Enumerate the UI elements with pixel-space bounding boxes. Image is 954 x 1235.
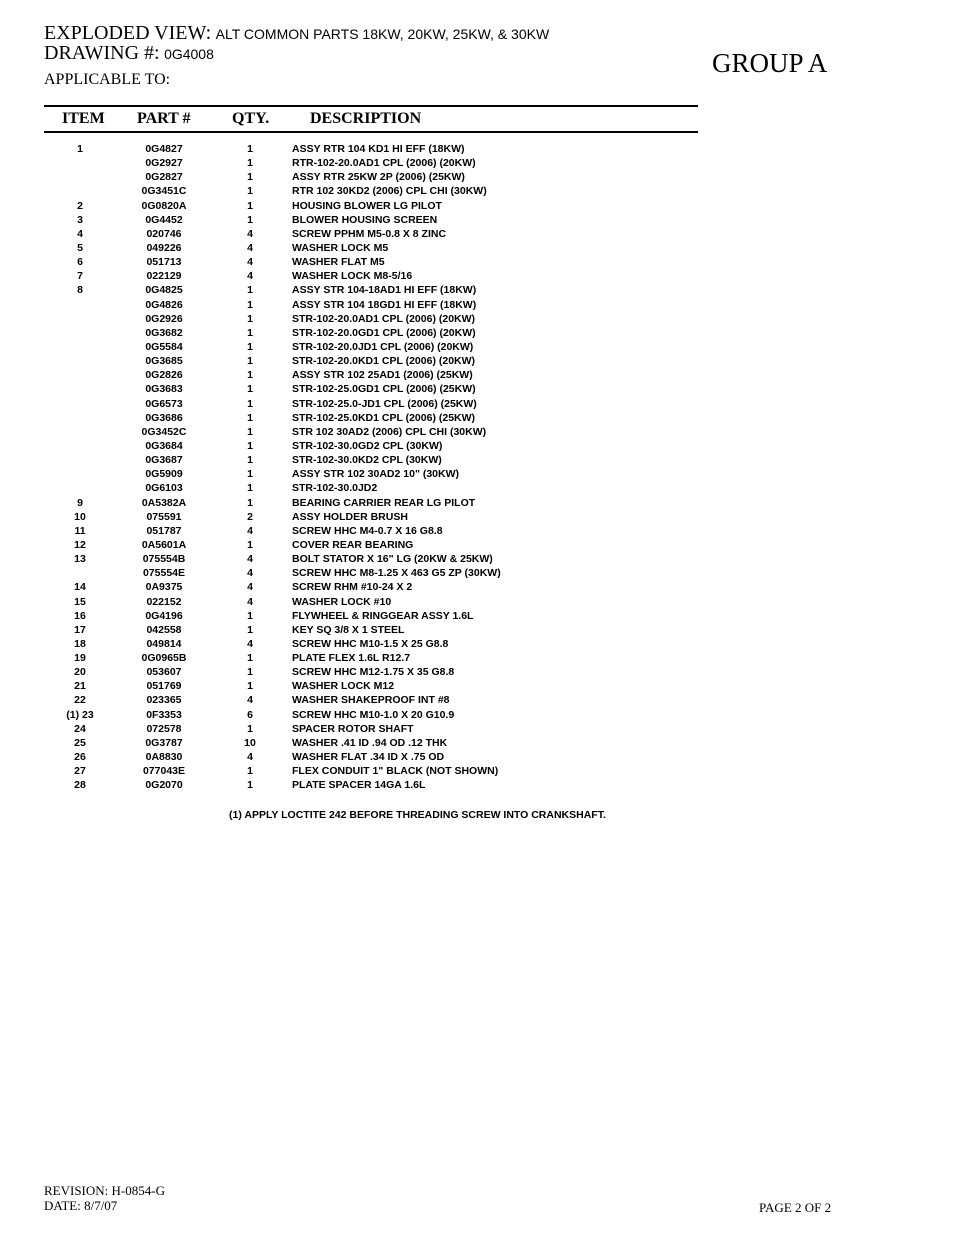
row-description: SPACER ROTOR SHAFT	[292, 722, 414, 735]
row-item: 10	[74, 510, 86, 523]
row-part-number: 075591	[146, 510, 182, 523]
row-quantity: 1	[247, 383, 253, 396]
row-quantity: 1	[247, 538, 253, 551]
row-quantity: 10	[244, 736, 256, 749]
row-item: 14	[74, 581, 86, 594]
row-description: WASHER FLAT M5	[292, 256, 385, 269]
row-part-number: 0G3451C	[141, 185, 187, 198]
date-label: DATE: 8/7/07	[44, 1198, 118, 1213]
table-row	[0, 354, 954, 368]
row-part-number: 0G2827	[145, 171, 183, 184]
row-description: ASSY RTR 25KW 2P (2006) (25KW)	[292, 171, 465, 184]
row-part-number: 0G3683	[145, 383, 183, 396]
row-part-number: 020746	[146, 227, 182, 240]
table-row	[0, 481, 954, 495]
row-description: ASSY HOLDER BRUSH	[292, 510, 408, 523]
table-row	[0, 283, 954, 297]
table-row	[0, 496, 954, 510]
row-quantity: 1	[247, 355, 253, 368]
row-part-number: 049814	[146, 637, 182, 650]
table-row	[0, 439, 954, 453]
drawing-number-value: 0G4008	[164, 46, 214, 62]
row-item: 8	[77, 284, 83, 297]
table-row	[0, 382, 954, 396]
row-item: 18	[74, 637, 86, 650]
row-item: 12	[74, 538, 86, 551]
table-row	[0, 566, 954, 580]
row-description: WASHER FLAT .34 ID X .75 OD	[292, 751, 445, 764]
row-quantity: 1	[247, 340, 253, 353]
row-description: WASHER LOCK M12	[292, 680, 395, 693]
row-item: 15	[74, 595, 86, 608]
row-item: 17	[74, 623, 86, 636]
row-quantity: 4	[247, 595, 253, 608]
row-quantity: 1	[247, 496, 253, 509]
row-quantity: 1	[247, 482, 253, 495]
row-part-number: 051769	[146, 680, 182, 693]
row-item: 7	[77, 270, 83, 283]
row-part-number: 0G6573	[145, 397, 183, 410]
row-part-number: 0G4827	[145, 143, 183, 155]
row-item: 3	[77, 213, 83, 226]
row-part-number: 049226	[146, 241, 182, 254]
table-row	[0, 467, 954, 481]
row-quantity: 1	[247, 199, 253, 212]
row-item: 21	[74, 680, 86, 693]
row-part-number: 0G3682	[145, 326, 183, 339]
row-item: 25	[74, 736, 86, 749]
row-quantity: 1	[247, 652, 253, 665]
row-item: 2	[77, 199, 83, 212]
row-quantity: 4	[247, 751, 253, 764]
row-description: COVER REAR BEARING	[292, 538, 414, 551]
row-quantity: 4	[247, 524, 253, 537]
row-description: ASSY STR 102 25AD1 (2006) (25KW)	[292, 369, 473, 382]
row-description: SCREW HHC M4-0.7 X 16 G8.8	[292, 524, 443, 537]
row-description: STR-102-25.0-JD1 CPL (2006) (25KW)	[292, 397, 477, 410]
row-quantity: 4	[247, 553, 253, 566]
table-row	[0, 269, 954, 283]
row-description: STR-102-20.0AD1 CPL (2006) (20KW)	[292, 312, 476, 325]
row-quantity: 1	[247, 439, 253, 452]
row-quantity: 4	[247, 581, 253, 594]
table-row	[0, 764, 954, 778]
row-item: 13	[74, 553, 86, 566]
row-item: 6	[77, 256, 83, 269]
row-description: SCREW HHC M12-1.75 X 35 G8.8	[292, 666, 455, 679]
row-description: WASHER LOCK M5	[292, 241, 389, 254]
row-quantity: 1	[247, 369, 253, 382]
row-part-number: 0G6103	[145, 482, 183, 495]
table-row	[0, 736, 954, 750]
row-description: STR-102-25.0KD1 CPL (2006) (25KW)	[292, 411, 476, 424]
row-description: BLOWER HOUSING SCREEN	[292, 213, 438, 226]
row-description: FLYWHEEL & RINGGEAR ASSY 1.6L	[292, 609, 474, 622]
row-quantity: 1	[247, 397, 253, 410]
table-row	[0, 411, 954, 425]
row-quantity: 1	[247, 185, 253, 198]
column-header-part: PART #	[137, 110, 191, 127]
row-part-number: 075554E	[142, 567, 186, 580]
row-item: 19	[74, 652, 86, 665]
row-description: BOLT STATOR X 16" LG (20KW & 25KW)	[292, 553, 493, 566]
row-quantity: 1	[247, 171, 253, 184]
table-row	[0, 142, 954, 156]
table-rule-top	[44, 105, 698, 107]
table-row	[0, 170, 954, 184]
row-part-number: 0G0820A	[141, 199, 187, 212]
row-part-number: 0G4196	[145, 609, 183, 622]
table-row	[0, 453, 954, 467]
row-part-number: 072578	[146, 722, 182, 735]
table-row	[0, 580, 954, 594]
table-row	[0, 312, 954, 326]
row-quantity: 1	[247, 722, 253, 735]
row-part-number: 0G3787	[145, 736, 183, 749]
row-quantity: 1	[247, 765, 253, 778]
row-quantity: 4	[247, 241, 253, 254]
row-part-number: 0A5382A	[141, 496, 187, 509]
row-part-number: 0G2070	[145, 779, 183, 792]
row-part-number: 0G5584	[145, 340, 183, 353]
table-row	[0, 722, 954, 736]
row-quantity: 1	[247, 454, 253, 467]
table-row	[0, 552, 954, 566]
row-description: SCREW HHC M10-1.0 X 20 G10.9	[292, 708, 455, 721]
row-quantity: 1	[247, 623, 253, 636]
revision-label: REVISION: H-0854-G	[44, 1183, 165, 1198]
row-quantity: 4	[247, 567, 253, 580]
row-description: BEARING CARRIER REAR LG PILOT	[292, 496, 476, 509]
table-row	[0, 651, 954, 665]
row-quantity: 1	[247, 298, 253, 311]
row-description: KEY SQ 3/8 X 1 STEEL	[292, 623, 405, 636]
row-part-number: 051787	[146, 524, 182, 537]
table-row	[0, 524, 954, 538]
table-row	[0, 778, 954, 792]
applicable-to-label: APPLICABLE TO:	[44, 71, 171, 88]
row-quantity: 1	[247, 425, 253, 438]
table-row	[0, 623, 954, 637]
table-row	[0, 397, 954, 411]
row-part-number: 0A5601A	[141, 538, 187, 551]
row-quantity: 1	[247, 157, 253, 170]
table-row	[0, 255, 954, 269]
table-row	[0, 213, 954, 227]
row-description: SCREW HHC M8-1.25 X 463 G5 ZP (30KW)	[292, 567, 501, 580]
table-row	[0, 298, 954, 312]
row-part-number: 0G3687	[145, 454, 183, 467]
row-description: WASHER LOCK M8-5/16	[292, 270, 413, 283]
table-row	[0, 538, 954, 552]
table-row	[0, 156, 954, 170]
row-item: 27	[74, 765, 86, 778]
row-description: RTR-102-20.0AD1 CPL (2006) (20KW)	[292, 157, 476, 170]
row-quantity: 1	[247, 213, 253, 226]
row-item: 26	[74, 751, 86, 764]
table-row	[0, 665, 954, 679]
row-description: STR-102-25.0GD1 CPL (2006) (25KW)	[292, 383, 476, 396]
row-description: SCREW RHM #10-24 X 2	[292, 581, 413, 594]
row-item: 22	[74, 694, 86, 707]
row-description: ASSY STR 104-18AD1 HI EFF (18KW)	[292, 284, 477, 297]
row-description: WASHER .41 ID .94 OD .12 THK	[292, 736, 448, 749]
row-part-number: 0G0965B	[141, 652, 187, 665]
row-item: 1	[77, 143, 83, 155]
table-row	[0, 679, 954, 693]
table-row	[0, 609, 954, 623]
row-part-number: 0G3686	[145, 411, 183, 424]
row-part-number: 077043E	[142, 765, 186, 778]
row-part-number: 053607	[146, 666, 182, 679]
column-header-qty: QTY.	[232, 110, 270, 127]
row-part-number: 0G3684	[145, 439, 183, 452]
row-item: 5	[77, 241, 83, 254]
row-description: PLATE SPACER 14GA 1.6L	[292, 779, 426, 792]
row-quantity: 1	[247, 284, 253, 297]
row-item: (1) 23	[66, 708, 94, 721]
row-part-number: 0G4825	[145, 284, 183, 297]
row-description: STR-102-20.0JD1 CPL (2006) (20KW)	[292, 340, 474, 353]
row-description: STR 102 30AD2 (2006) CPL CHI (30KW)	[292, 425, 487, 438]
row-quantity: 4	[247, 637, 253, 650]
row-quantity: 4	[247, 256, 253, 269]
row-part-number: 075554B	[142, 553, 186, 566]
row-description: STR-102-30.0GD2 CPL (30KW)	[292, 439, 443, 452]
row-part-number: 0G2926	[145, 312, 183, 325]
row-part-number: 0A9375	[145, 581, 183, 594]
row-part-number: 0G2927	[145, 157, 183, 170]
row-item: 28	[74, 779, 86, 792]
row-part-number: 0G3452C	[141, 425, 187, 438]
row-item: 16	[74, 609, 86, 622]
row-description: STR-102-30.0KD2 CPL (30KW)	[292, 454, 442, 467]
row-part-number: 0G4452	[145, 213, 183, 226]
row-quantity: 2	[247, 510, 253, 523]
row-quantity: 1	[247, 666, 253, 679]
table-row	[0, 595, 954, 609]
row-part-number: 042558	[146, 623, 182, 636]
row-part-number: 051713	[146, 256, 182, 269]
row-quantity: 4	[247, 270, 253, 283]
row-description: STR-102-20.0GD1 CPL (2006) (20KW)	[292, 326, 476, 339]
table-row	[0, 750, 954, 764]
drawing-number-label: DRAWING #:	[44, 42, 160, 64]
row-description: WASHER SHAKEPROOF INT #8	[292, 694, 450, 707]
row-item: 4	[77, 227, 83, 240]
row-quantity: 1	[247, 411, 253, 424]
row-quantity: 1	[247, 143, 253, 155]
table-row	[0, 708, 954, 722]
row-quantity: 4	[247, 227, 253, 240]
row-description: HOUSING BLOWER LG PILOT	[292, 199, 442, 212]
footnote: (1) APPLY LOCTITE 242 BEFORE THREADING SCREW INTO CRANKSHAFT.	[229, 809, 606, 821]
row-part-number: 023365	[146, 694, 182, 707]
row-item: 20	[74, 666, 86, 679]
row-item: 11	[74, 524, 86, 537]
row-quantity: 1	[247, 779, 253, 792]
group-title: GROUP A	[712, 48, 828, 78]
row-item: 24	[74, 722, 86, 735]
row-part-number: 0G3685	[145, 355, 183, 368]
row-quantity: 6	[247, 708, 253, 721]
row-quantity: 1	[247, 468, 253, 481]
table-row	[0, 199, 954, 213]
row-part-number: 022152	[146, 595, 182, 608]
column-header-description: DESCRIPTION	[310, 110, 422, 127]
column-header-item: ITEM	[62, 110, 105, 127]
parts-table-body	[0, 142, 954, 792]
table-row	[0, 637, 954, 651]
row-part-number: 0A8830	[145, 751, 183, 764]
table-rule-bottom	[44, 131, 698, 133]
row-description: FLEX CONDUIT 1" BLACK (NOT SHOWN)	[292, 765, 499, 778]
row-description: ASSY RTR 104 KD1 HI EFF (18KW)	[292, 143, 465, 155]
row-part-number: 0G2826	[145, 369, 183, 382]
row-description: PLATE FLEX 1.6L R12.7	[292, 652, 411, 665]
row-quantity: 1	[247, 326, 253, 339]
row-description: ASSY STR 102 30AD2 10" (30KW)	[292, 468, 460, 481]
table-row	[0, 184, 954, 198]
table-row	[0, 510, 954, 524]
row-description: WASHER LOCK #10	[292, 595, 392, 608]
row-description: STR-102-20.0KD1 CPL (2006) (20KW)	[292, 355, 476, 368]
table-row	[0, 340, 954, 354]
row-description: SCREW PPHM M5-0.8 X 8 ZINC	[292, 227, 447, 240]
drawing-number-line	[44, 42, 214, 65]
table-row	[0, 227, 954, 241]
row-part-number: 0G5909	[145, 468, 183, 481]
row-quantity: 4	[247, 694, 253, 707]
page-number: PAGE 2 OF 2	[759, 1200, 832, 1215]
row-description: STR-102-30.0JD2	[292, 482, 378, 495]
row-quantity: 1	[247, 312, 253, 325]
row-part-number: 0G4826	[145, 298, 183, 311]
row-item: 9	[77, 496, 83, 509]
row-quantity: 1	[247, 609, 253, 622]
exploded-view-value: ALT COMMON PARTS 18KW, 20KW, 25KW, & 30KW	[215, 26, 550, 42]
row-description: SCREW HHC M10-1.5 X 25 G8.8	[292, 637, 449, 650]
table-row	[0, 693, 954, 707]
table-row	[0, 241, 954, 255]
row-description: ASSY STR 104 18GD1 HI EFF (18KW)	[292, 298, 477, 311]
row-description: RTR 102 30KD2 (2006) CPL CHI (30KW)	[292, 185, 487, 198]
table-row	[0, 326, 954, 340]
table-row	[0, 368, 954, 382]
table-row	[0, 425, 954, 439]
row-part-number: 0F3353	[146, 708, 182, 721]
row-part-number: 022129	[146, 270, 182, 283]
row-quantity: 1	[247, 680, 253, 693]
exploded-view-label: EXPLODED VIEW:	[44, 22, 212, 44]
